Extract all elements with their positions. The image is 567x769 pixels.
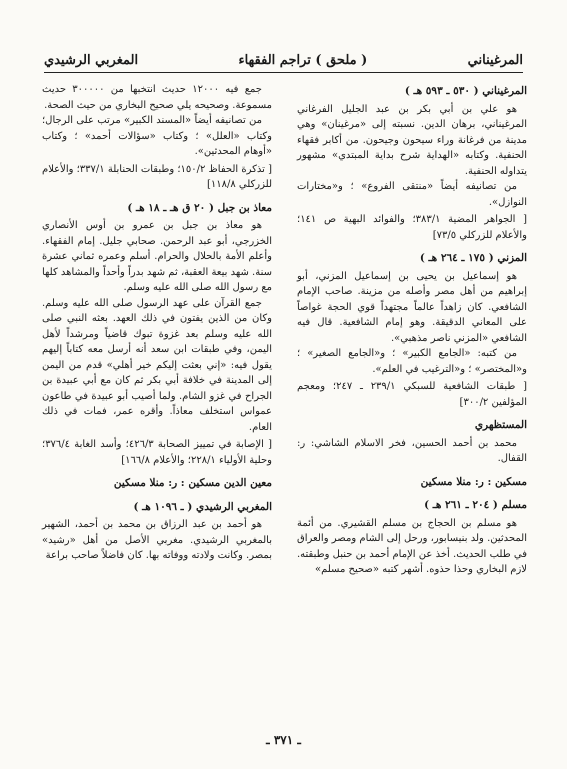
header-center: ( ملحق ) تراجم الفقهاء	[238, 53, 368, 68]
entry-heading: مسكين : ر: منلا مسكين	[420, 475, 527, 488]
running-header	[44, 46, 523, 68]
entry-heading: المغربي الرشيدي ( ـ ١٠٩٦ هـ )	[133, 500, 272, 513]
biography-entry	[42, 500, 272, 564]
entry-heading: مسلم ( ٢٠٤ ـ ٢٦١ هـ )	[424, 499, 527, 511]
right-column	[297, 82, 527, 586]
biography-entry	[42, 82, 272, 193]
entry-paragraph: من تصانيفه أيضاً «المسند الكبير» مرتب على الرجال؛ وكتاب «العلل» ؛ وكتاب «سؤالات أحمد» ؛ وكتاب «أوهام المحدثين».	[42, 115, 272, 157]
biography-entry	[297, 84, 527, 243]
page-number: ـ ٣٧١ ـ	[266, 733, 301, 747]
entry-heading: معاذ بن جبل ( ٢٠ ق هـ ـ ١٨ هـ )	[127, 201, 272, 214]
biography-entry	[42, 476, 272, 492]
entry-paragraph: محمد بن أحمد الحسين، فخر الاسلام الشاشي: ر: القفال.	[297, 437, 527, 464]
entry-paragraph: هو أحمد بن عبد الرزاق بن محمد بن أحمد، الشهير بالمغربي الرشيدي. مغربي الأصل من أهل «رشيد» بمصر. وكانت ولادته ووفاته بها. كان فاضلاً صاحب براعة	[42, 519, 272, 561]
entry-paragraph: من تصانيفه أيضاً «منتقى الفروع» ؛ و«مختارات النوازل».	[297, 181, 527, 208]
entry-paragraph: جمع القرآن على عهد الرسول صلى الله عليه وسلم. وكان من الذين يفتون في ذلك العهد. بعثه النبي صلى الله عليه وسلم بعد غزوة تبوك قاضياً ومرشداً لأهل اليمن، وفي طبقات ابن سعد أنه أرسل معه كتاباً إليهم يقول فيه: «إني بعثت إليكم خير أهلي» قدم من اليمن إلى المدينة في خلافة أبي بكر ثم كان مع أبي عبيدة بن الجراح في غزو الشام. ولما أصيب أبو عبيدة في طاعون عمواس استخلف معاذاً. وأقره عمر، فمات في ذلك العام.	[42, 297, 272, 433]
biography-entry	[297, 418, 527, 467]
entry-paragraph: هو إسماعيل بن يحيى بن إسماعيل المزني، أبو إبراهيم من أهل مصر وأصله من مزينة. صاحب الإمام الشافعي. كان زاهداً عالماً مجتهداً قوي الحجة غواصاً على المعاني الدقيقة. وهو إمام الشافعية. قال فيه الشافعي «المزني ناصر مذهبي».	[297, 270, 527, 344]
entry-paragraph: هو مسلم بن الحجاج بن مسلم القشيري. من أئمة المحدثين. ولد بنيسابور، ورحل إلى الشام ومصر والعراق في طلب الحديث. أخذ عن الإمام أحمد بن حنبل وطبقته. لازم البخاري وحذا حذوه. أشهر كتبه «صحيح مسلم»	[297, 517, 527, 575]
entry-heading: المرغيناني ( ٥٣٠ ـ ٥٩٣ هـ )	[404, 85, 527, 97]
biography-entry	[42, 201, 272, 469]
biography-entry	[297, 475, 527, 491]
entry-references: [ طبقات الشافعية للسبكي ٢٣٩/١ ـ ٢٤٧؛ ومعجم المؤلفين ٣٠٠/٢]	[297, 381, 527, 408]
entry-references: [ الإصابة في تمييز الصحابة ٤٢٦/٣؛ وأسد الغابة ٣٧٦/٤؛ وحلية الأولياء ٢٢٨/١؛ والأعلام ١٦٦/٨]	[42, 439, 272, 466]
header-right: المرغيناني	[467, 53, 523, 68]
entry-paragraph: هو علي بن أبي بكر بن عبد الجليل الفرغاني المرغيناني، برهان الدين. نسبته إلى «مرغينان» وهي مدينة من فرغانة وراء سيحون وجيحون. من أكابر فقهاء الحنفية. وكتابه «الهداية شرح بداية المبتدي» مشهور يتداوله الحنفية.	[297, 103, 527, 177]
header-rule	[44, 72, 523, 73]
entry-heading: المزني ( ١٧٥ ـ ٢٦٤ هـ )	[419, 252, 527, 264]
header-left: المغربي الرشيدي	[44, 53, 139, 68]
entry-paragraph: من كتبه: «الجامع الكبير» ؛ و«الجامع الصغير» ؛ و«المختصر» ؛ و«الترغيب في العلم».	[297, 348, 527, 375]
entry-heading: المستظهري	[474, 419, 527, 431]
left-column	[42, 82, 272, 572]
biography-entry	[297, 498, 527, 578]
entry-references: [ الجواهر المضية ٣٨٣/١؛ والفوائد البهية ص ١٤١؛ والأعلام للزركلي ٧٣/٥]	[297, 214, 527, 241]
entry-heading: معين الدين مسكين : ر: منلا مسكين	[113, 477, 272, 489]
entry-paragraph: هو معاذ بن جبل بن عمرو بن أوس الأنصاري الخزرجي، أبو عبد الرحمن. صحابي جليل. إمام الفقهاء. وأعلم الأمة بالحلال والحرام. أسلم وعمره ثماني عشرة سنة. شهد بيعة العقبة، ثم شهد بدراً وأحداً والمشاهد كلها مع رسول الله صلى الله عليه وسلم.	[42, 220, 272, 293]
entry-paragraph: جمع فيه ١٢٠٠٠ حديث انتخبها من ٣٠٠٠٠٠ حديث مسموعة. وصحيحه يلي صحيح البخاري من حيث الصحة.	[42, 84, 272, 111]
biography-entry	[297, 251, 527, 410]
entry-references: [ تذكرة الحفاظ ١٥٠/٢؛ وطبقات الحنابلة ٣٣٧/١؛ والأعلام للزركلي ١١٨/٨]	[42, 163, 273, 190]
